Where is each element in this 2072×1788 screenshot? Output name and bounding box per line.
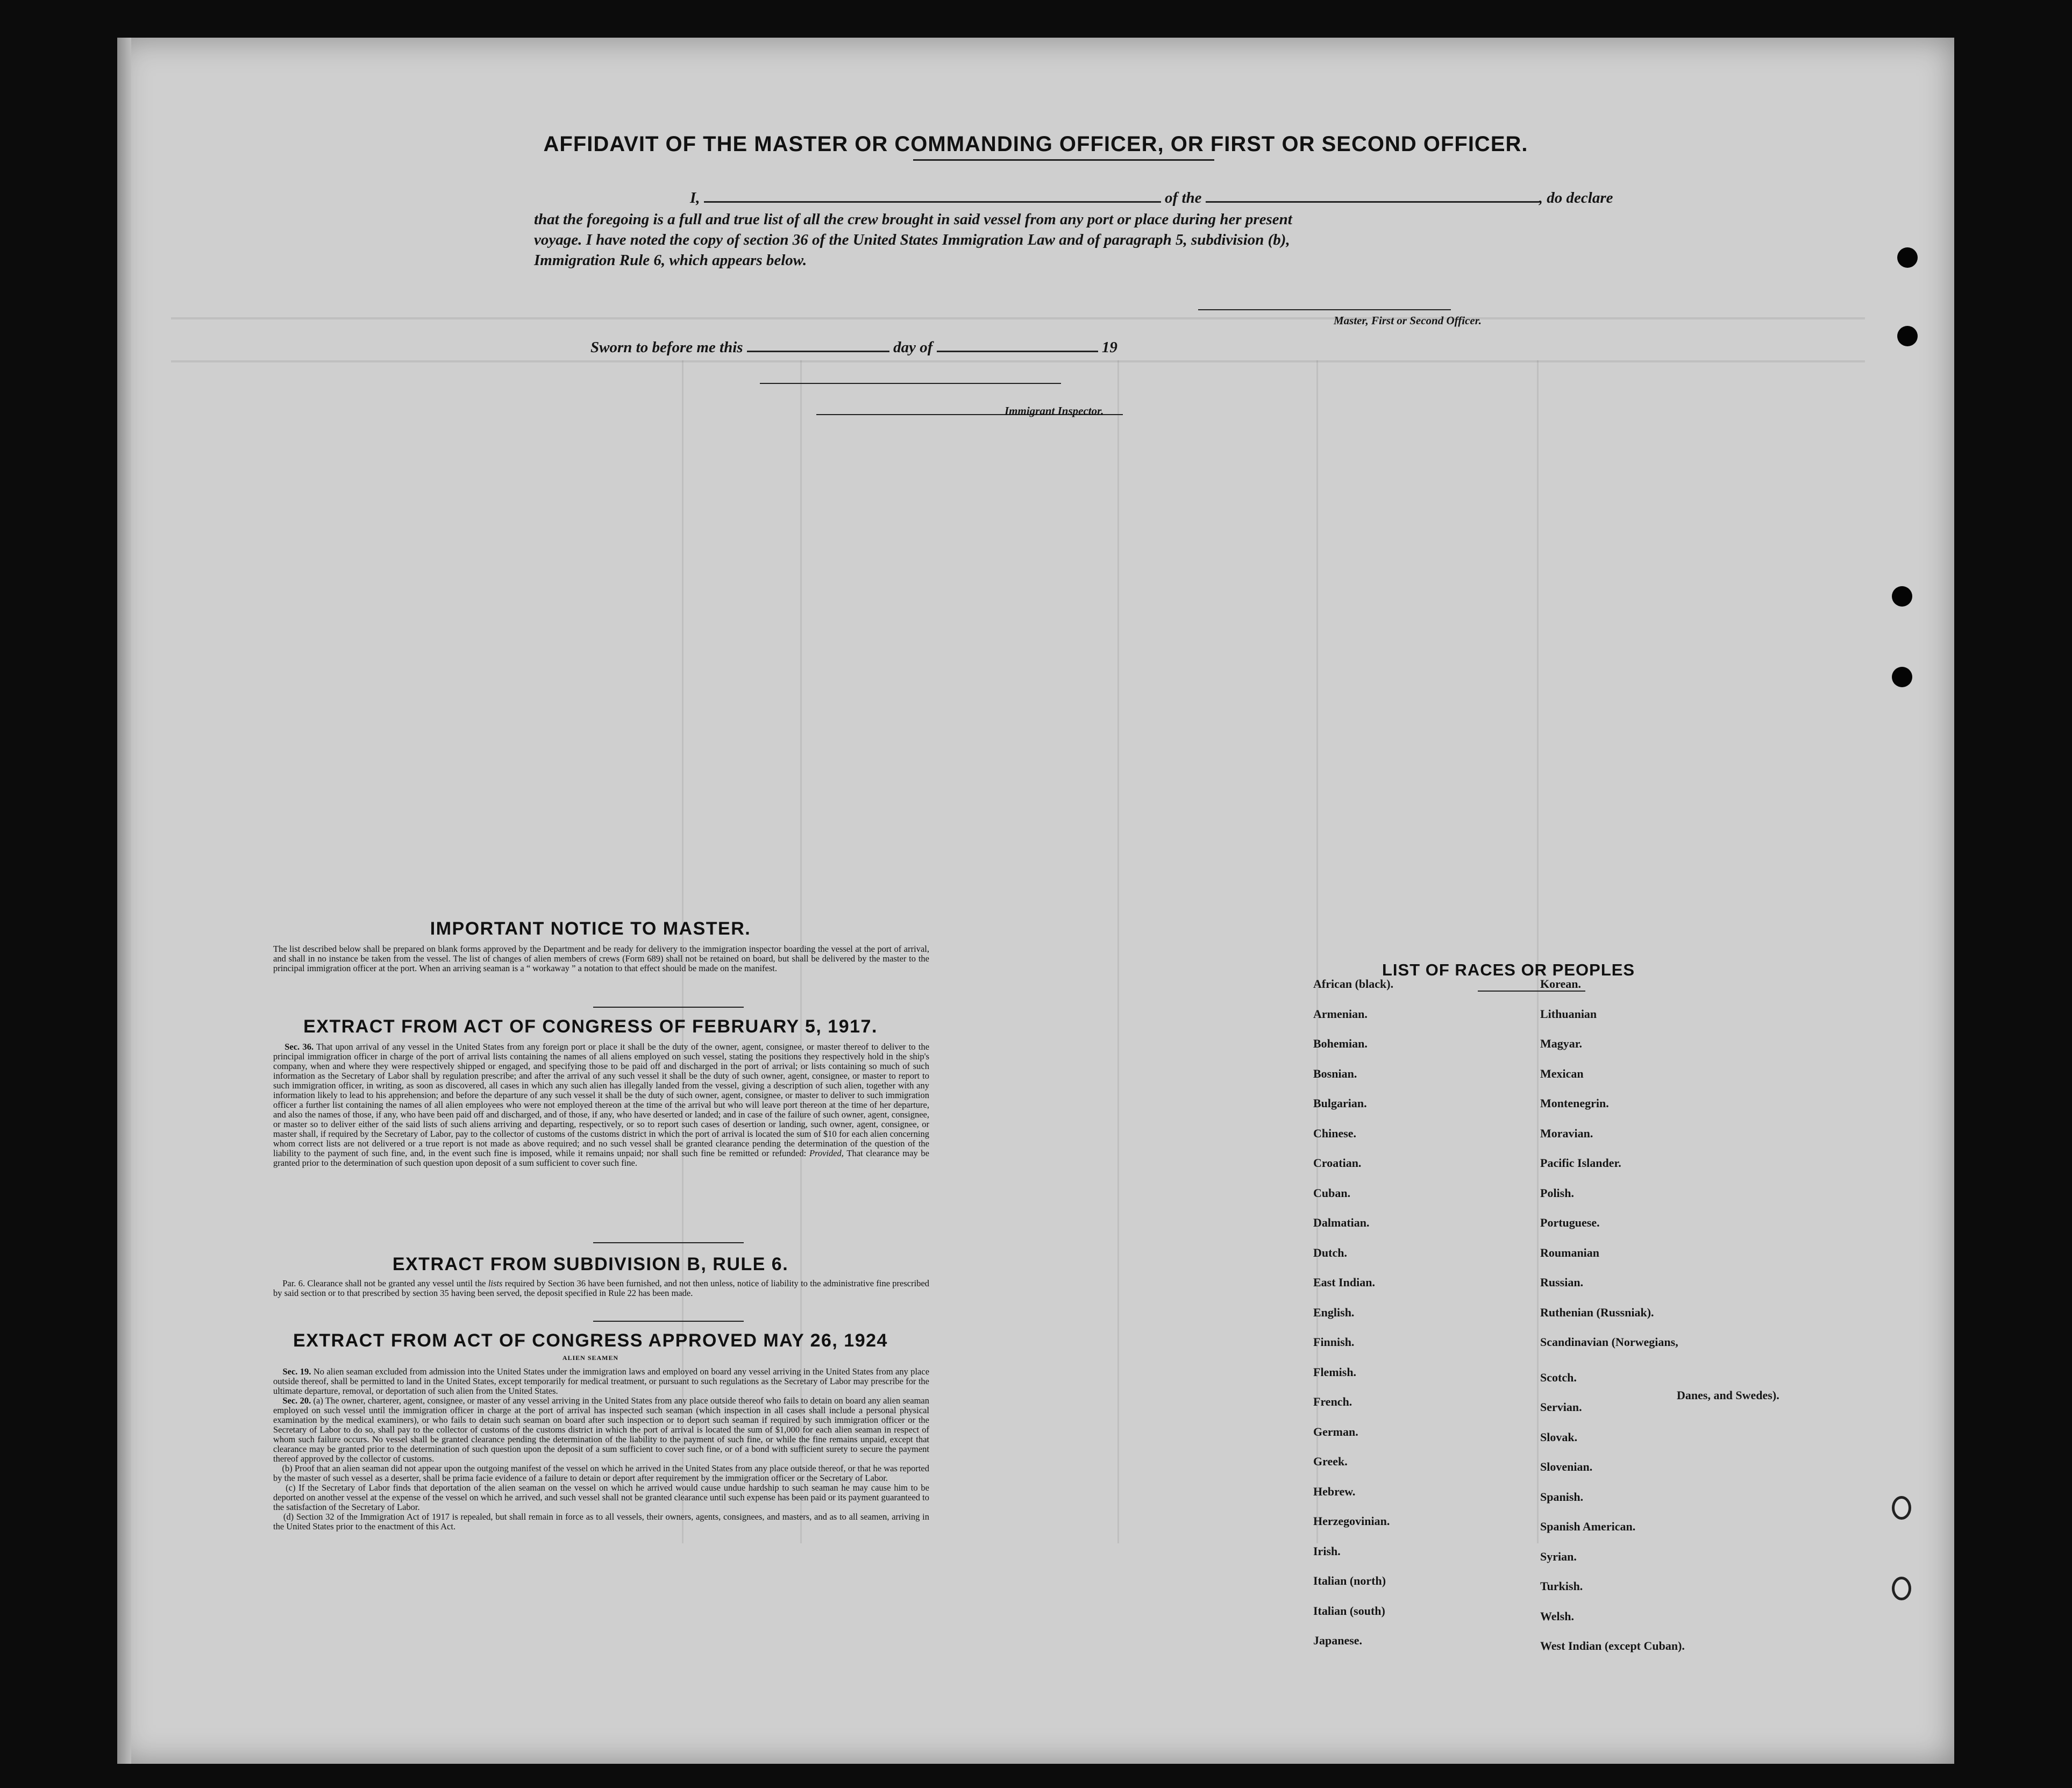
race-item: French. bbox=[1313, 1395, 1352, 1408]
rule-6-text-post: required by Section 36 have been furnished, and not then unless, notice of liability to the administrative fine prescribed by said section or to that prescribed by section 35 having been served, the deposit specified in Rule 22 has been made. bbox=[273, 1278, 930, 1298]
race-item: Slovak. bbox=[1540, 1430, 1578, 1444]
race-item: Cuban. bbox=[1313, 1186, 1351, 1200]
day-blank bbox=[747, 351, 889, 352]
title-underline bbox=[913, 159, 1214, 161]
sec-20b-text: (b) Proof that an alien seaman did not appear upon the outgoing manifest of the vessel on which he arrived in the United States from any place outside thereof, or that he was reported by the master of such vessel as a deserter, shall be prima facie evidence of a failure to detain or deport after requirement by the immigration officer or the Secretary of Labor. bbox=[273, 1463, 929, 1483]
race-item: Roumanian bbox=[1540, 1245, 1600, 1259]
race-item: Dutch. bbox=[1313, 1245, 1347, 1259]
extract-1917-title: EXTRACT FROM ACT OF CONGRESS OF FEBRUARY 5, 1917. bbox=[303, 1016, 878, 1037]
rule-6-text-pre: Par. 6. Clearance shall not be granted any vessel until the bbox=[282, 1278, 486, 1288]
race-item: West Indian (except Cuban). bbox=[1540, 1639, 1685, 1652]
race-item: Portuguese. bbox=[1540, 1216, 1600, 1229]
affidavit-line-4: Immigration Rule 6, which appears below. bbox=[534, 252, 807, 269]
affidavit-line-3: voyage. I have noted the copy of section 36 of the United States Immigration Law and of paragraph 5, subdivision (b), bbox=[534, 231, 1290, 248]
race-item: Scandinavian (Norwegians, bbox=[1540, 1335, 1678, 1349]
affidavit-line-1 bbox=[690, 189, 1613, 207]
inspector-signature-line-1 bbox=[760, 383, 1061, 384]
sworn-label: Sworn to before me this bbox=[590, 339, 743, 356]
binder-hole bbox=[1897, 247, 1918, 268]
race-item: Irish. bbox=[1313, 1544, 1341, 1558]
sworn-line bbox=[590, 339, 1117, 357]
race-item: Bosnian. bbox=[1313, 1066, 1357, 1080]
master-signature-label: Master, First or Second Officer. bbox=[1334, 314, 1482, 327]
document-page bbox=[117, 38, 1954, 1764]
binder-hole bbox=[1892, 586, 1912, 607]
year-label: 19 bbox=[1101, 339, 1117, 356]
rule-6-body bbox=[273, 1279, 929, 1298]
race-item: Italian (north) bbox=[1313, 1574, 1386, 1587]
notice-body: The list described below shall be prepared on blank forms approved by the Department and be ready for delivery to the immigration inspector boarding the vessel at the port of arrival, and shall in no instance be taken from the vessel. The list of changes of alien members of crews (Form 689) shall not be retained on board, but shall be delivered by the master to the principal immigration officer at the port. When an arriving seaman is a “ workaway ” a notation to that effect should be made on the manifest. bbox=[273, 944, 929, 973]
race-item: German. bbox=[1313, 1424, 1358, 1438]
race-item: Pacific Islander. bbox=[1540, 1156, 1621, 1170]
sec-20d-text: (d) Section 32 of the Immigration Act of 1917 is repealed, but shall remain in force as to all vessels, their owners, agents, consignees, and masters, and as to all seamen, arriving in the United States prior to the enactment of this Act. bbox=[273, 1512, 929, 1531]
binder-hole-open bbox=[1892, 1496, 1911, 1520]
race-item: Ruthenian (Russniak). bbox=[1540, 1305, 1654, 1319]
race-item: English. bbox=[1313, 1305, 1355, 1319]
vessel-blank bbox=[1206, 201, 1539, 203]
race-item: Japanese. bbox=[1313, 1634, 1363, 1647]
extract-1924-title: EXTRACT FROM ACT OF CONGRESS APPROVED MAY 26, 1924 bbox=[293, 1330, 888, 1351]
alien-seamen-subtitle: ALIEN SEAMEN bbox=[562, 1354, 619, 1362]
race-item: Spanish American. bbox=[1540, 1520, 1636, 1533]
race-item: Slovenian. bbox=[1540, 1460, 1593, 1473]
bleed-through-rule bbox=[171, 317, 1865, 319]
divider bbox=[593, 1007, 744, 1008]
affidavit-of-the-label: of the bbox=[1165, 189, 1202, 206]
bleed-through-rule bbox=[171, 360, 1865, 362]
proviso-label: Provided, bbox=[809, 1148, 844, 1158]
extract-1917-body bbox=[273, 1042, 929, 1168]
extract-1924-body bbox=[273, 1367, 929, 1531]
rule-6-lists-word: lists bbox=[488, 1278, 503, 1288]
race-item: Syrian. bbox=[1540, 1549, 1577, 1563]
month-blank bbox=[937, 351, 1098, 352]
race-item: Magyar. bbox=[1540, 1037, 1583, 1050]
race-item: Polish. bbox=[1540, 1186, 1574, 1200]
affidavit-title: AFFIDAVIT OF THE MASTER OR COMMANDING OFFICER, OR FIRST OR SECOND OFFICER. bbox=[543, 132, 1528, 156]
sec-36-text: That upon arrival of any vessel in the United States from any foreign port or place it shall be the duty of the owner, agent, consignee, or master thereof to deliver to the principal immigration officer in charge of the port of arrival lists containing the names of all aliens employed on such vessel, stating the positions they respectively hold in the ship's company, when and where they were respectively shipped or engaged, and specifying those to be paid off and discharged in the port of arrival; or lists containing so much of such information as the Secretary of Labor shall by regulation prescribe; and after the arrival of any such vessel it shall be the duty of such owner, agent, consignee, or master to report to such immigration officer, in writing, as soon as discovered, all cases in which any such alien has illegally landed from the vessel, giving a description of such alien, together with any information likely to lead to his apprehension; and before the departure of any such vessel it shall be the duty of such owner, agent, consignee, or master to deliver to such immigration officer a further list containing the names of all alien employees who were not employed thereon at the time of the arrival but who will leave port thereon at the time of her departure, and also the names of those, if any, who have been paid off and discharged, and of those, if any, who have deserted or landed; and in case of the failure of such owner, agent, consignee, or master so to deliver either of the said lists of such aliens arriving and departing, respectively, or so to report such cases of desertion or landing, such owner, agent, consignee, or master shall, if required by the Secretary of Labor, pay to the collector of customs of the customs district in which the port of arrival is located the sum of $10 for each alien concerning whom correct lists are not delivered or a true report is not made as above required; and no such vessel shall be granted clearance pending the determination of the question of the liability to the payment of such fine, and, in the event such fine is imposed, while it remains unpaid; nor shall such fine be remitted or refunded: bbox=[273, 1042, 930, 1158]
race-item: Hebrew. bbox=[1313, 1484, 1356, 1498]
rule-6-title: EXTRACT FROM SUBDIVISION B, RULE 6. bbox=[392, 1254, 789, 1274]
race-item: Bohemian. bbox=[1313, 1037, 1368, 1050]
race-item: Dalmatian. bbox=[1313, 1216, 1370, 1229]
affidavit-line-2: that the foregoing is a full and true list of all the crew brought in said vessel from any port or place during her present bbox=[534, 211, 1292, 228]
notice-title: IMPORTANT NOTICE TO MASTER. bbox=[430, 918, 751, 939]
sec-19-text: No alien seaman excluded from admission into the United States under the immigration laws and employed on board any vessel arriving in the United States from any place outside thereof, shall be permitted to land in the United States, except temporarily for medical treatment, or pursuant to such regulations as the Secretary of Labor may prescribe for the ultimate departure, removal, or deportation of such alien from the United States. bbox=[273, 1366, 930, 1396]
race-item: Mexican bbox=[1540, 1066, 1584, 1080]
race-item: Flemish. bbox=[1313, 1365, 1357, 1379]
race-item: Croatian. bbox=[1313, 1156, 1362, 1170]
binder-hole bbox=[1892, 667, 1912, 687]
race-item: Finnish. bbox=[1313, 1335, 1355, 1349]
affidavit-declare-label: , do declare bbox=[1539, 189, 1613, 206]
race-scandinavian-continuation: Danes, and Swedes). bbox=[1677, 1388, 1779, 1402]
race-item: Turkish. bbox=[1540, 1579, 1583, 1593]
immigrant-inspector-label: Immigrant Inspector. bbox=[1005, 404, 1104, 417]
sec-36-label: Sec. 36. bbox=[284, 1042, 314, 1052]
name-blank bbox=[704, 201, 1161, 203]
race-item: Servian. bbox=[1540, 1400, 1582, 1414]
day-of-label: day of bbox=[893, 339, 933, 356]
bleed-through-column bbox=[1117, 360, 1119, 1543]
affidavit-i-label: I, bbox=[690, 189, 700, 206]
proviso-text: That clearance may be granted prior to the determination of such question upon deposit of a sum sufficient to cover such fine. bbox=[273, 1148, 929, 1168]
race-item: Chinese. bbox=[1313, 1126, 1357, 1140]
sec-20-label: Sec. 20. bbox=[282, 1395, 311, 1406]
race-item: East Indian. bbox=[1313, 1276, 1375, 1289]
sec-20c-text: (c) If the Secretary of Labor finds that deportation of the alien seaman on the vessel on which he arrived would cause undue hardship to such seaman he may cause him to be deported on another vessel at the expense of the vessel on which he arrived, and such vessel shall not be granted clearance until such expense has been paid or its payment guaranteed to the satisfaction of the Secretary of Labor. bbox=[273, 1483, 929, 1512]
bleed-through-column bbox=[1537, 360, 1539, 1543]
race-item: Welsh. bbox=[1540, 1609, 1574, 1623]
race-item: Armenian. bbox=[1313, 1007, 1368, 1021]
race-item: Spanish. bbox=[1540, 1490, 1584, 1504]
race-item: Greek. bbox=[1313, 1455, 1348, 1468]
binder-hole-open bbox=[1892, 1577, 1911, 1600]
race-item: Scotch. bbox=[1540, 1370, 1577, 1384]
race-item: Herzegovinian. bbox=[1313, 1514, 1390, 1528]
divider bbox=[593, 1321, 744, 1322]
divider bbox=[593, 1242, 744, 1243]
race-item: Korean. bbox=[1540, 977, 1581, 991]
races-title: LIST OF RACES OR PEOPLES bbox=[1382, 960, 1635, 979]
sec-20a-text: (a) The owner, charterer, agent, consignee, or master of any vessel arriving in the United States from any place outside thereof who fails to detain on board any alien seaman employed on such vessel until the immigration officer in charge at the port of arrival has inspected such seaman (which inspection in all cases shall include a personal physical examination by the medical examiners), or who fails to detain such seaman on board after such inspection or to deport such seaman if required by such immigration officer or the Secretary of Labor to do so, shall pay to the collector of customs of the customs district in which the port of arrival is located the sum of $1,000 for each alien seaman in respect of whom such failure occurs. No vessel shall be granted clearance pending the determination of the liability to the payment of such fine, or while the fine remains unpaid, except that clearance may be granted prior to the determination of such question upon the deposit of a sum sufficient to cover such fine, or of a bond with sufficient surety to secure the payment thereof approved by the collector of customs. bbox=[273, 1395, 930, 1464]
sec-19-label: Sec. 19. bbox=[282, 1366, 311, 1377]
race-item: Russian. bbox=[1540, 1276, 1584, 1289]
signature-line bbox=[1198, 309, 1451, 310]
race-item: Italian (south) bbox=[1313, 1604, 1385, 1618]
race-item: African (black). bbox=[1313, 977, 1394, 991]
race-item: Montenegrin. bbox=[1540, 1096, 1609, 1110]
race-item: Lithuanian bbox=[1540, 1007, 1597, 1021]
race-item: Bulgarian. bbox=[1313, 1096, 1367, 1110]
binder-hole bbox=[1897, 326, 1918, 346]
race-item: Moravian. bbox=[1540, 1126, 1593, 1140]
